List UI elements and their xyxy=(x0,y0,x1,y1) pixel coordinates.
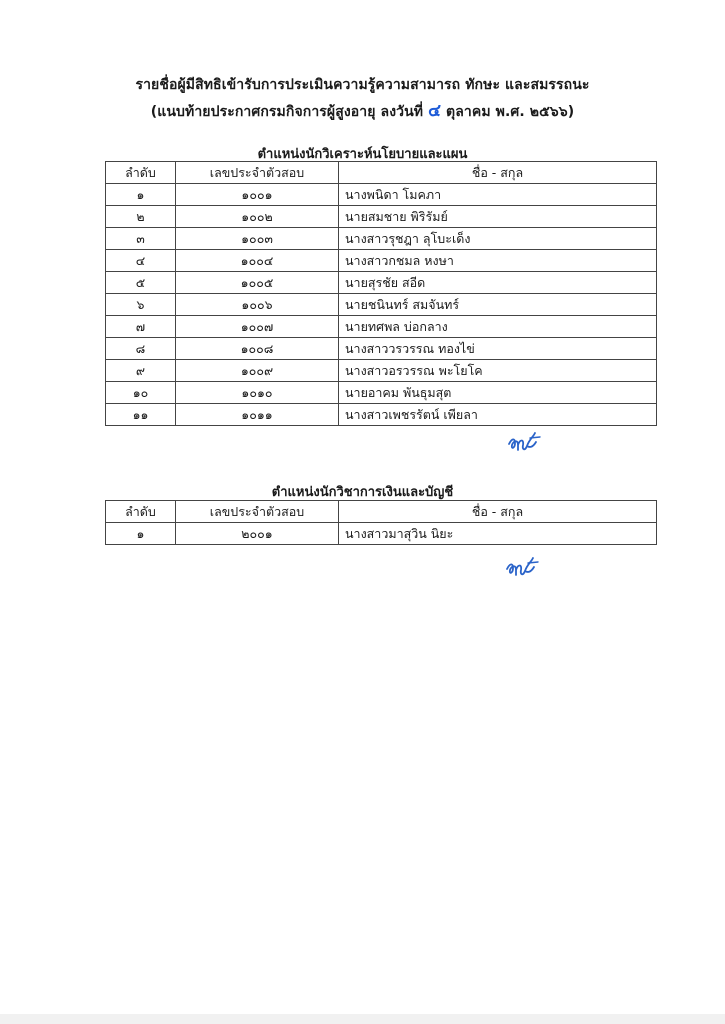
cell-name: นางสาวอรวรรณ พะโยโค xyxy=(339,360,657,382)
cell-order: ๗ xyxy=(106,316,176,338)
table-row xyxy=(106,404,657,426)
column-header-order: ลำดับ xyxy=(106,501,176,523)
table-row xyxy=(106,184,657,206)
column-header-exam-number: เลขประจำตัวสอบ xyxy=(176,501,339,523)
roster-table-policy-analyst xyxy=(105,161,657,426)
cell-order: ๓ xyxy=(106,228,176,250)
initials-signature-icon xyxy=(506,428,544,456)
cell-order: ๘ xyxy=(106,338,176,360)
column-header-name: ชื่อ - สกุล xyxy=(339,501,657,523)
cell-name: นางสาวมาสุวิน นิยะ xyxy=(339,523,657,545)
cell-exam-number: ๑๐๐๔ xyxy=(176,250,339,272)
table-row xyxy=(106,360,657,382)
cell-exam-number: ๑๐๐๖ xyxy=(176,294,339,316)
subtitle-day-number: ๔ xyxy=(428,101,442,121)
cell-name: นางสาวรุชฎา ลุโบะเด็ง xyxy=(339,228,657,250)
table-row xyxy=(106,382,657,404)
cell-name: นายสมชาย พิริรัมย์ xyxy=(339,206,657,228)
cell-order: ๕ xyxy=(106,272,176,294)
cell-order: ๑ xyxy=(106,184,176,206)
table-row xyxy=(106,206,657,228)
cell-order: ๖ xyxy=(106,294,176,316)
cell-name: นางพนิดา โมคภา xyxy=(339,184,657,206)
cell-order: ๒ xyxy=(106,206,176,228)
cell-exam-number: ๑๐๐๘ xyxy=(176,338,339,360)
column-header-name: ชื่อ - สกุล xyxy=(339,162,657,184)
cell-exam-number: ๑๐๐๓ xyxy=(176,228,339,250)
cell-order: ๑๑ xyxy=(106,404,176,426)
cell-exam-number: ๑๐๐๗ xyxy=(176,316,339,338)
section-title-policy-analyst: ตำแหน่งนักวิเคราะห์นโยบายและแผน xyxy=(257,147,468,162)
subtitle-prefix: (แนบท้ายประกาศกรมกิจการผู้สูงอายุ ลงวันที่ xyxy=(150,104,424,120)
column-header-order: ลำดับ xyxy=(106,162,176,184)
cell-order: ๑๐ xyxy=(106,382,176,404)
cell-name: นายทศพล บ่อกลาง xyxy=(339,316,657,338)
table-row xyxy=(106,250,657,272)
document-subtitle xyxy=(0,97,725,124)
table-row xyxy=(106,523,657,545)
cell-name: นายอาคม พันธุมสุต xyxy=(339,382,657,404)
scan-bottom-edge xyxy=(0,1014,725,1024)
table-row xyxy=(106,338,657,360)
table-row xyxy=(106,316,657,338)
cell-exam-number: ๑๐๐๕ xyxy=(176,272,339,294)
cell-exam-number: ๒๐๐๑ xyxy=(176,523,339,545)
table-header-row xyxy=(106,501,657,523)
cell-exam-number: ๑๐๐๙ xyxy=(176,360,339,382)
table-row xyxy=(106,228,657,250)
cell-name: นางสาวเพชรรัตน์ เพียลา xyxy=(339,404,657,426)
column-header-exam-number: เลขประจำตัวสอบ xyxy=(176,162,339,184)
table-header-row xyxy=(106,162,657,184)
cell-order: ๑ xyxy=(106,523,176,545)
table-row xyxy=(106,294,657,316)
cell-order: ๔ xyxy=(106,250,176,272)
cell-name: นายชนินทร์ สมจันทร์ xyxy=(339,294,657,316)
cell-name: นางสาววรวรรณ ทองไข่ xyxy=(339,338,657,360)
cell-name: นางสาวกชมล หงษา xyxy=(339,250,657,272)
cell-exam-number: ๑๐๑๐ xyxy=(176,382,339,404)
document-title: รายชื่อผู้มีสิทธิเข้ารับการประเมินความรู้ความสามารถ ทักษะ และสมรรถนะ xyxy=(135,77,590,93)
roster-table-finance-accounting xyxy=(105,500,657,545)
cell-exam-number: ๑๐๑๑ xyxy=(176,404,339,426)
subtitle-suffix: ตุลาคม พ.ศ. ๒๕๖๖) xyxy=(446,104,575,120)
table-row xyxy=(106,272,657,294)
section-title-finance-accounting: ตำแหน่งนักวิชาการเงินและบัญชี xyxy=(271,485,454,500)
cell-exam-number: ๑๐๐๑ xyxy=(176,184,339,206)
cell-order: ๙ xyxy=(106,360,176,382)
cell-name: นายสุรชัย สอีด xyxy=(339,272,657,294)
cell-exam-number: ๑๐๐๒ xyxy=(176,206,339,228)
initials-signature-icon xyxy=(504,553,542,581)
